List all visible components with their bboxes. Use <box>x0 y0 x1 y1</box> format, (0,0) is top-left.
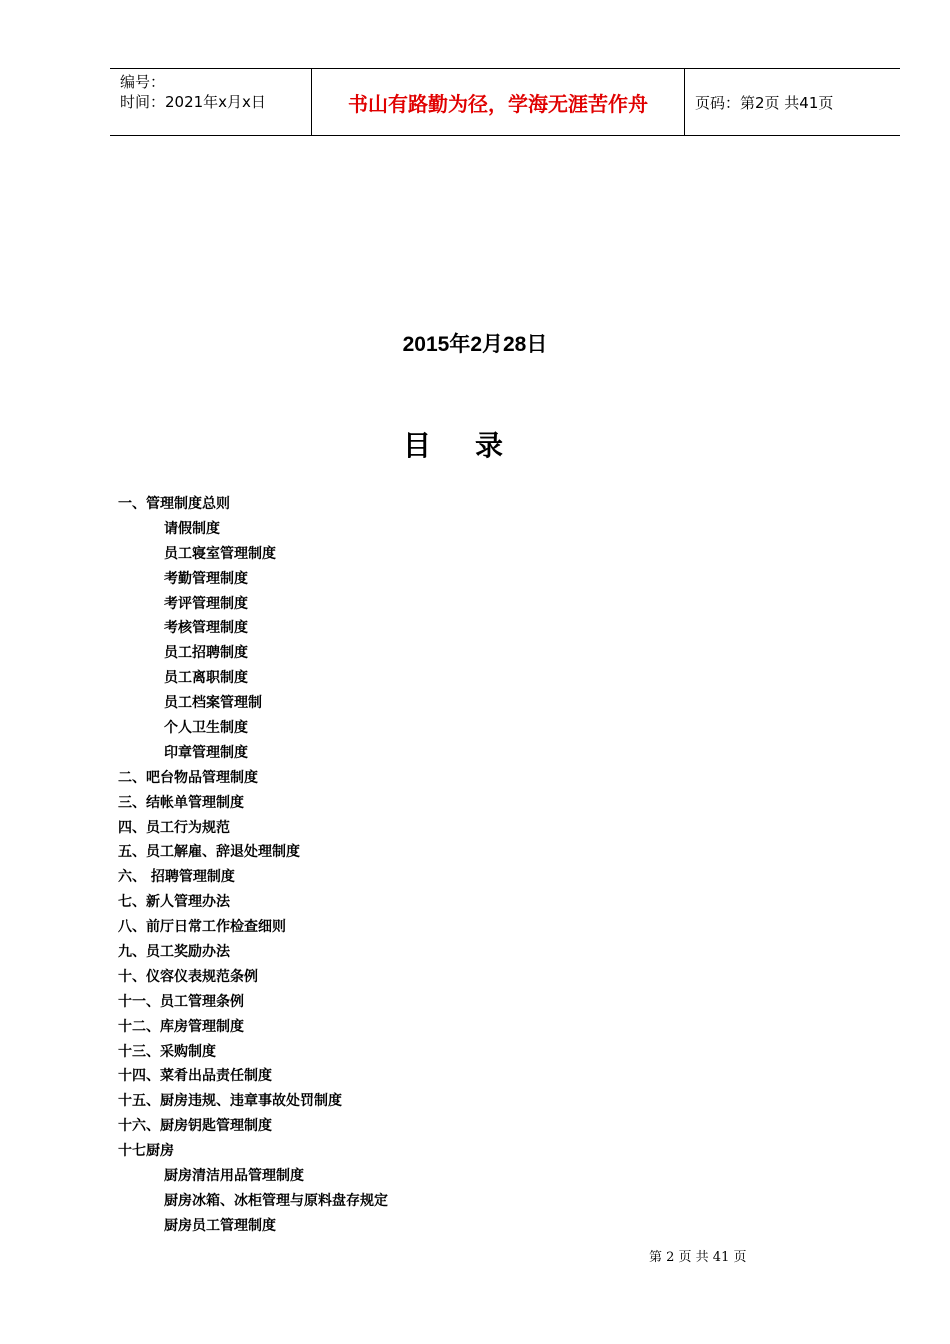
toc-item: 厨房清洁用品管理制度 <box>164 1168 304 1185</box>
toc-item: 员工寝室管理制度 <box>164 545 276 562</box>
toc-item: 十一、员工管理条例 <box>118 993 244 1010</box>
toc-item: 三、结帐单管理制度 <box>118 794 244 811</box>
toc-item: 员工离职制度 <box>164 670 248 687</box>
toc-item: 十二、库房管理制度 <box>118 1018 244 1035</box>
toc-item: 五、员工解雇、辞退处理制度 <box>118 844 300 861</box>
toc-item: 员工招聘制度 <box>164 645 248 662</box>
toc-item: 一、管理制度总则 <box>118 496 230 512</box>
toc-title: 目录 <box>402 429 547 462</box>
page-footer: 第 2 页 共 41 页 <box>649 1250 747 1265</box>
document-date: 2015年2月28日 <box>402 333 548 356</box>
toc-item: 印章管理制度 <box>164 744 248 761</box>
header-number: 编号： <box>120 73 166 91</box>
toc-item: 六、 招聘管理制度 <box>118 869 235 886</box>
header-time: 时间：2021年x月x日 <box>120 93 266 111</box>
toc-item: 请假制度 <box>164 520 220 537</box>
toc-item: 四、员工行为规范 <box>118 819 230 836</box>
toc-item: 十三、采购制度 <box>118 1043 216 1060</box>
table-of-contents <box>118 492 388 1239</box>
toc-item: 十五、厨房违规、违章事故处罚制度 <box>118 1093 342 1110</box>
toc-item: 考核管理制度 <box>164 620 248 637</box>
header-page-number: 页码：第2页 共41页 <box>695 93 834 112</box>
toc-item: 九、员工奖励办法 <box>118 944 230 961</box>
toc-item: 七、新人管理办法 <box>118 894 230 911</box>
page-header <box>110 68 900 136</box>
toc-item: 八、前厅日常工作检查细则 <box>118 919 286 936</box>
toc-item: 十六、厨房钥匙管理制度 <box>118 1118 272 1135</box>
header-meta <box>110 69 312 135</box>
toc-item: 二、吧台物品管理制度 <box>118 769 258 786</box>
toc-item: 十、仪容仪表规范条例 <box>118 968 258 985</box>
toc-item: 考勤管理制度 <box>164 570 248 587</box>
toc-item: 十七厨房 <box>118 1143 174 1160</box>
toc-item: 十四、菜肴出品责任制度 <box>118 1068 272 1085</box>
header-motto: 书山有路勤为径，学海无涯苦作舟 <box>312 69 685 135</box>
toc-item: 厨房员工管理制度 <box>164 1217 276 1234</box>
toc-item: 员工档案管理制 <box>164 695 262 712</box>
toc-item: 考评管理制度 <box>164 595 248 612</box>
toc-item: 厨房冰箱、冰柜管理与原料盘存规定 <box>164 1192 388 1209</box>
toc-item: 个人卫生制度 <box>164 720 248 737</box>
